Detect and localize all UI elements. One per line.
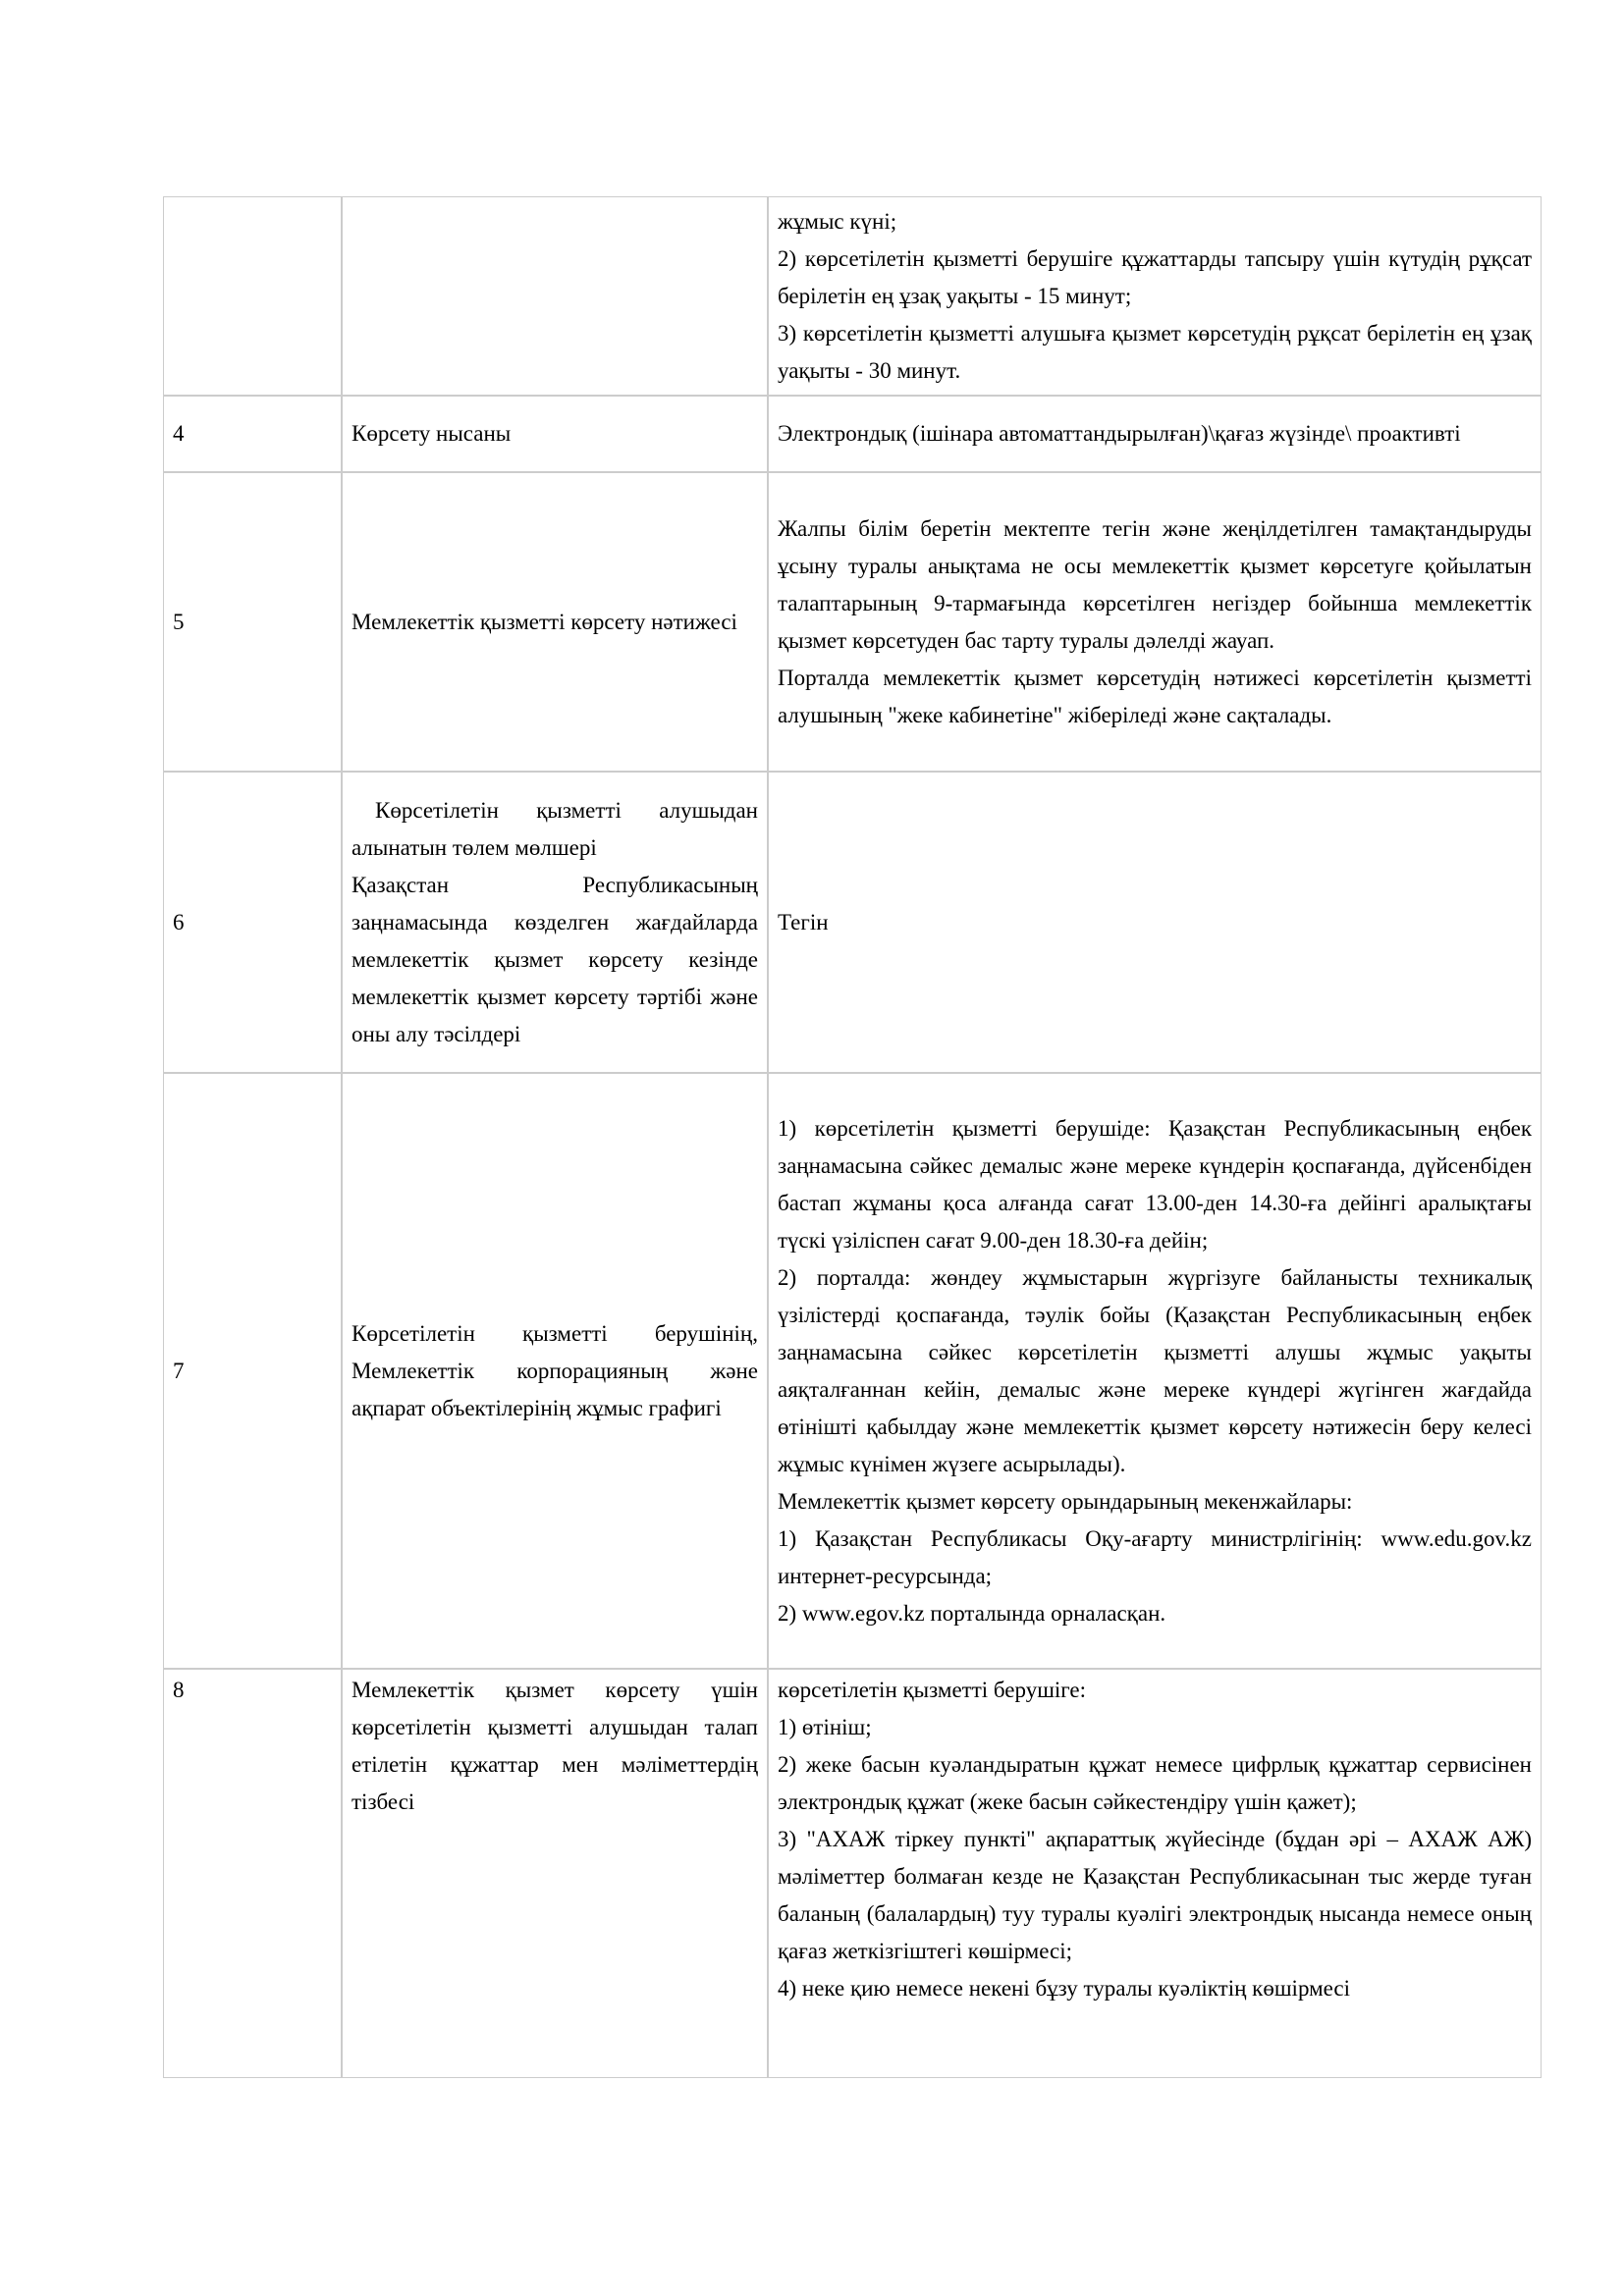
service-standard-table [163,196,1542,2078]
row-label: Мемлекеттік қызметті көрсету нәтижесі [352,609,737,634]
row-value-cell [768,1669,1542,2078]
row-label: Қазақстан Республикасының заңнамасында көзделген жағдайларда мемлекеттік қызмет көрсету кезінде мемлекеттік қызмет көрсету тәртібі және оны алу тәсілдері [352,872,758,1046]
row-label-cell [342,472,768,772]
row-number-cell [163,1073,342,1669]
row-label-cell [342,196,768,396]
table-row-4 [163,396,1542,472]
paragraph: 1) өтініш; [778,1715,872,1739]
row-label: Көрсетілетін қызметті берушінің, Мемлекеттік корпорацияның және ақпарат объектілерінің жұмыс графигі [352,1320,758,1420]
row-number: 5 [173,609,185,634]
row-number-cell [163,772,342,1073]
row-number-cell [163,396,342,472]
row-value-cell [768,196,1542,396]
row-value-cell [768,1073,1542,1669]
paragraph: 2) көрсетілетін қызметті берушіге құжаттарды тапсыру үшін күтудің рұқсат берілетін ең ұзақ уақыты - 15 минут; [778,245,1532,308]
paragraph: 2) порталда: жөндеу жұмыстарын жүргізуге байланысты техникалық үзілістерді қоспағанда, тәулік бойы (Қазақстан Республикасының еңбек заңнамасына сәйкес көрсетілетін қызметті алушы жұмыс уақыты аяқталғаннан кейін, демалыс және мереке күндері жүгінген жағдайда өтінішті қабылдау және мемлекеттік қызмет көрсету нәтижесін беру келесі жұмыс күнімен жүзеге асырылады). [778,1264,1532,1476]
row-value-cell [768,396,1542,472]
row-label: Көрсету нысаны [352,421,512,446]
paragraph: Тегін [778,909,829,934]
paragraph: Мемлекеттік қызмет көрсету орындарының мекенжайлары: [778,1488,1353,1514]
row-label-cell [342,396,768,472]
row-label-cell [342,1073,768,1669]
row-label-cell [342,1669,768,2078]
row-label: Көрсетілетін қызметті алушыдан алынатын төлем мөлшері [352,797,758,860]
row-value-cell [768,472,1542,772]
row-number: 7 [173,1358,185,1383]
paragraph: 3) "АХАЖ тіркеу пункті" ақпараттық жүйесінде (бұдан әрі – АХАЖ АЖ) мәліметтер болмаған кезде не Қазақстан Республикасынан тыс жерде туған баланың (балалардың) туу туралы куәлігі электрондық нысанда немесе оның қағаз жеткізгіштегі көшірмесі; [778,1827,1532,1963]
table-row-7 [163,1073,1542,1669]
table-row-8 [163,1669,1542,2078]
paragraph: Жалпы білім беретін мектепте тегін және жеңілдетілген тамақтандыруды ұсыну туралы анықтама не осы мемлекеттік қызмет көрсетуге қойылатын талаптарының 9-тармағында көрсетілген негіздер бойынша мемлекеттік қызмет көрсетуден бас тарту туралы дәлелді жауап. [778,515,1532,653]
paragraph: 1) көрсетілетін қызметті берушіде: Қазақстан Республикасының еңбек заңнамасына сәйкес демалыс және мереке күндерін қоспағанда, дүйсенбіден бастап жұманы қоса алғанда сағат 13.00-ден 14.30-ға дейінгі аралықтағы түскі үзіліспен сағат 9.00-ден 18.30-ға дейін; [778,1115,1532,1253]
row-value-cell [768,772,1542,1073]
row-number: 8 [173,1678,185,1702]
paragraph: Порталда мемлекеттік қызмет көрсетудің нәтижесі көрсетілетін қызметті алушының "жеке кабинетіне" жіберіледі және сақталады. [778,665,1532,727]
paragraph: 4) неке қию немесе некені бұзу туралы куәліктің көшірмесі [778,1976,1351,2001]
paragraph: 1) Қазақстан Республикасы Оқу-ағарту министрлігінің: www.edu.gov.kz интернет-ресурсында; [778,1525,1532,1588]
row-number-cell [163,1669,342,2078]
table-row-5 [163,472,1542,772]
row-number-cell [163,196,342,396]
row-number-cell [163,472,342,772]
paragraph: көрсетілетін қызметті берушіге: [778,1678,1087,1702]
paragraph: Электрондық (ішінара автоматтандырылған)\қағаз жүзінде\ проактивті [778,421,1461,446]
row-number: 4 [173,421,185,446]
table-row-continuation [163,196,1542,396]
paragraph: 3) көрсетілетін қызметті алушыға қызмет көрсетудің рұқсат берілетін ең ұзақ уақыты - 30 минут. [778,320,1532,383]
paragraph: жұмыс күні; [778,208,897,234]
row-number: 6 [173,909,185,934]
paragraph: 2) www.egov.kz порталында орналасқан. [778,1600,1166,1626]
paragraph: 2) жеке басын куәландыратын құжат немесе цифрлық құжаттар сервисінен электрондық құжат (жеке басын сәйкестендіру үшін қажет); [778,1752,1532,1814]
table-row-6 [163,772,1542,1073]
row-label: Мемлекеттік қызмет көрсету үшін көрсетілетін қызметті алушыдан талап етілетін құжаттар мен мәліметтердің тізбесі [352,1678,758,1814]
row-label-cell [342,772,768,1073]
